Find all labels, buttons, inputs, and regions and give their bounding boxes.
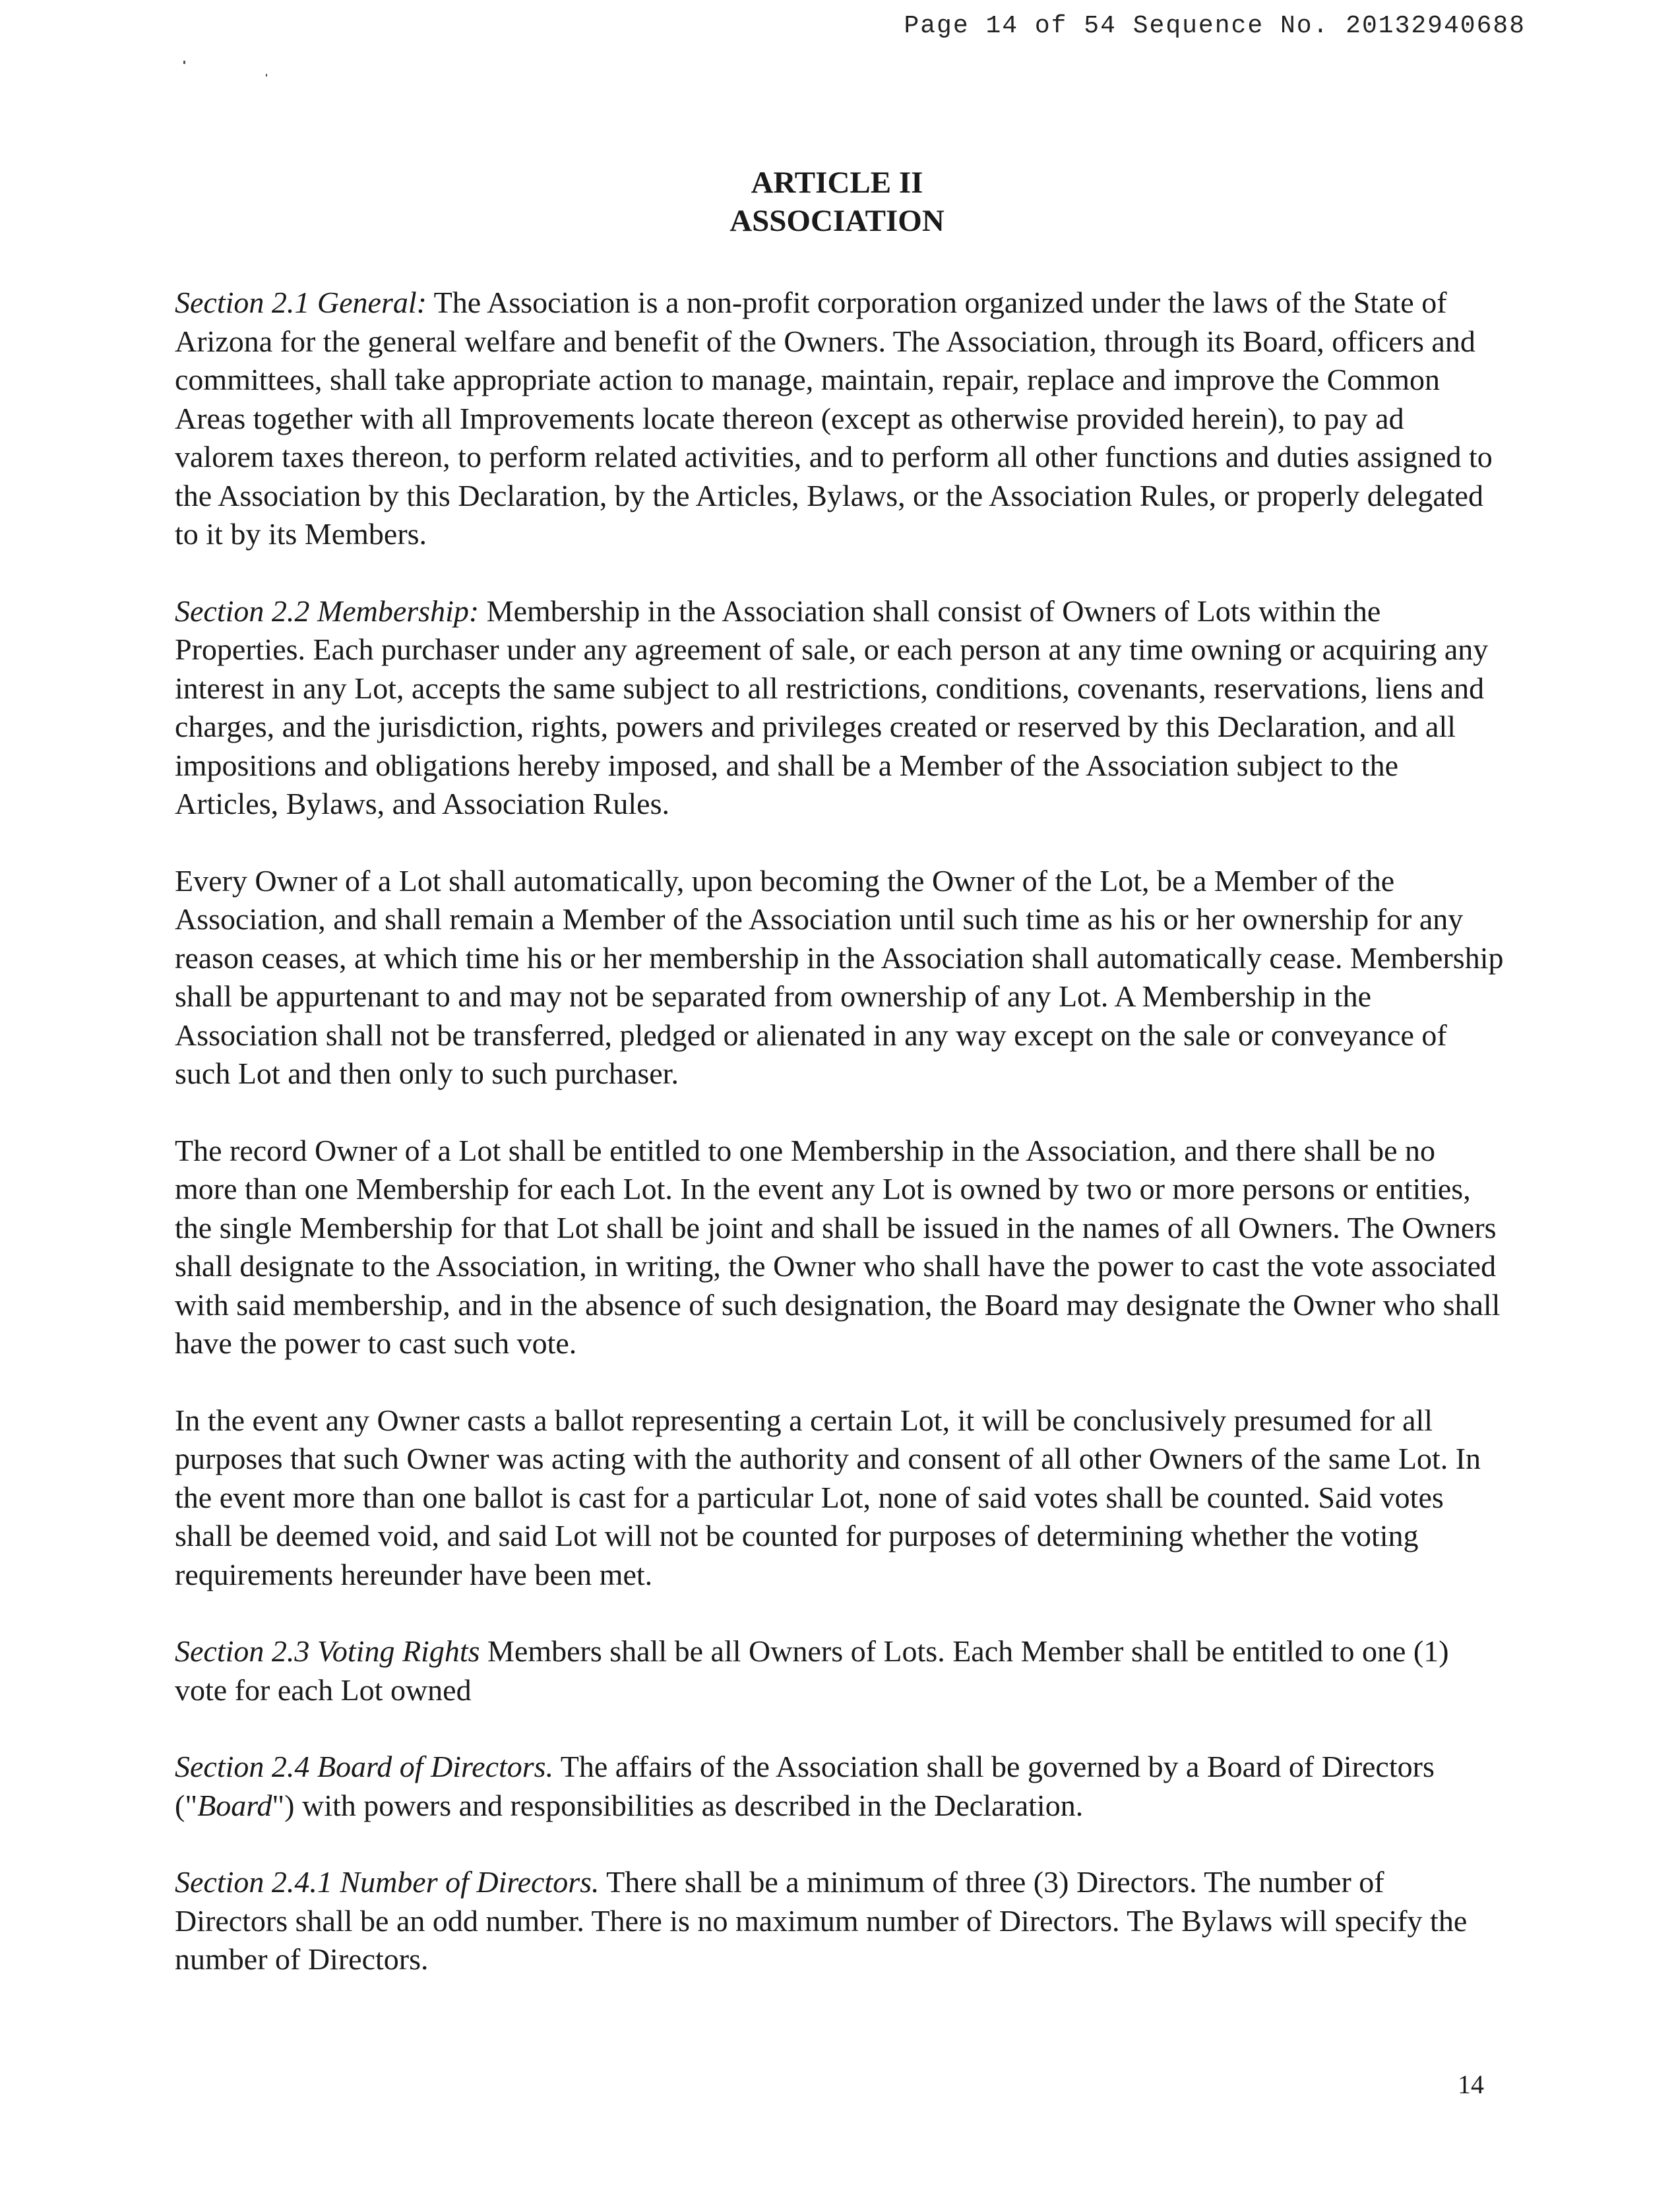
scan-speck — [183, 61, 185, 64]
section-2-3-label: Section 2.3 Voting Rights — [175, 1634, 480, 1668]
article-title — [0, 164, 1674, 240]
section-2-2-text: Membership in the Association shall consist of Owners of Lots within the Properties. Each purchaser under any agreement of sale, or each person at any time owning or acquiring any interest in any Lot, accepts the same subject to all restrictions, conditions, covenants, reservations, liens and charges, and the jurisdiction, rights, powers and privileges created or reserved by this Declaration, and all impositions and obligations hereby imposed, and shall be a Member of the Association subject to the Articles, Bylaws, and Association Rules. — [175, 594, 1489, 820]
section-2-4-1-label: Section 2.4.1 Number of Directors. — [175, 1865, 600, 1899]
section-2-1-text: The Association is a non-profit corporation organized under the laws of the State of Arizona for the general welfare and benefit of the Owners. The Association, through its Board, officers and committees, shall take appropriate action to manage, maintain, repair, replace and improve the Common Areas together with all Improvements locate thereon (except as otherwise provided herein), to pay ad valorem taxes thereon, to perform related activities, and to perform all other functions and duties assigned to the Association by this Declaration, by the Articles, Bylaws, or the Association Rules, or properly delegated to it by its Members. — [175, 286, 1493, 551]
page-number: 14 — [1458, 2070, 1484, 2099]
section-2-2-label: Section 2.2 Membership: — [175, 594, 480, 628]
section-2-4-label: Section 2.4 Board of Directors. — [175, 1750, 554, 1783]
section-2-4-term: Board — [197, 1788, 272, 1822]
scan-speck — [266, 74, 267, 77]
section-2-3-text: Members shall be all Owners of Lots. Each Member shall be entitled to one (1) vote for each Lot owned — [175, 1634, 1449, 1707]
document-body — [175, 284, 1504, 2017]
document-header: Page 14 of 54 Sequence No. 20132940688 — [904, 12, 1526, 40]
section-2-4-text-a: The affairs of the Association shall be governed by a Board of Directors (" — [175, 1750, 1435, 1822]
section-2-2 — [175, 592, 1504, 824]
section-2-3 — [175, 1632, 1504, 1709]
paragraph-every-owner: Every Owner of a Lot shall automatically, upon becoming the Owner of the Lot, be a Member of the Association, and shall remain a Member of the Association until such time as his or her ownership for any reason ceases, at which time his or her membership in the Association shall automatically cease. Membership shall be appurtenant to and may not be separated from ownership of any Lot. A Membership in the Association shall not be transferred, pledged or alienated in any way except on the sale or conveyance of such Lot and then only to such purchaser. — [175, 863, 1504, 1090]
article-heading: ASSOCIATION — [729, 204, 945, 238]
section-2-1 — [175, 284, 1504, 554]
section-2-4-1-text: There shall be a minimum of three (3) Directors. The number of Directors shall be an odd number. There is no maximum number of Directors. The Bylaws will specify the number of Directors. — [175, 1865, 1468, 1976]
section-2-4 — [175, 1748, 1504, 1825]
paragraph-ballot: In the event any Owner casts a ballot representing a certain Lot, it will be conclusively presumed for all purposes that such Owner was acting with the authority and consent of all other Owners of the same Lot. In the event more than one ballot is cast for a particular Lot, none of said votes shall be counted. Said votes shall be deemed void, and said Lot will not be counted for purposes of determining whether the voting requirements hereunder have been met. — [175, 1403, 1481, 1591]
section-2-4-1 — [175, 1863, 1504, 1979]
paragraph-record-owner: The record Owner of a Lot shall be entitled to one Membership in the Association, and there shall be no more than one Membership for each Lot. In the event any Lot is owned by two or more persons or entities, the single Membership for that Lot shall be joint and shall be issued in the names of all Owners. The Owners shall designate to the Association, in writing, the Owner who shall have the power to cast the vote associated with said membership, and in the absence of such designation, the Board may designate the Owner who shall have the power to cast such vote. — [175, 1133, 1501, 1360]
section-2-4-text-b: ") with powers and responsibilities as described in the Declaration. — [272, 1788, 1084, 1822]
article-number: ARTICLE II — [751, 166, 923, 200]
section-2-1-label: Section 2.1 General: — [175, 286, 427, 319]
